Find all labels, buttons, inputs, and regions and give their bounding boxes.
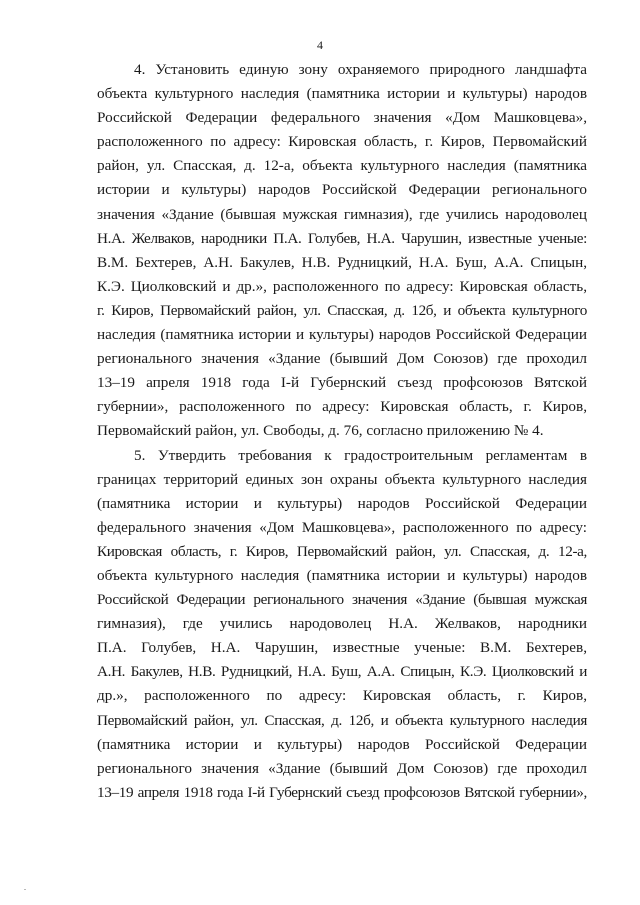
text-line: К.Э. Циолковский и др.», расположенного по адресу: Кировская область, — [97, 277, 587, 295]
text-line: федерального значения «Дом Машковцева», расположенного по адресу: — [97, 518, 587, 536]
text-line: губернии», расположенного по адресу: Кировская область, г. Киров, — [97, 398, 587, 416]
document-body — [97, 58, 587, 805]
text-line: наследия (памятника истории и культуры) народов Российской Федерации — [97, 326, 587, 344]
text-line: П.А. Голубев, Н.А. Чарушин, известные ученые: В.М. Бехтерев, — [97, 639, 587, 657]
text-line: значения «Здание (бывшая мужская гимназия), где учились народоволец — [97, 205, 587, 223]
text-line: Первомайский район, ул. Спасская, д. 12б, и объекта культурного наследия — [97, 711, 587, 729]
paragraph-5 — [97, 444, 587, 805]
text-line: 13–19 апреля 1918 года I-й Губернский съезд профсоюзов Вятской — [97, 374, 587, 392]
text-line: г. Киров, Первомайский район, ул. Спасская, д. 12б, и объекта культурного — [97, 301, 587, 319]
text-line: район, ул. Спасская, д. 12-а, объекта культурного наследия (памятника — [97, 157, 587, 175]
text-line: В.М. Бехтерев, А.Н. Бакулев, Н.В. Рудницкий, Н.А. Буш, А.А. Спицын, — [97, 253, 587, 271]
text-line: объекта культурного наследия (памятника истории и культуры) народов — [97, 566, 587, 584]
scan-speck — [24, 889, 26, 890]
text-line: др.», расположенного по адресу: Кировская область, г. Киров, — [97, 687, 587, 705]
text-line: 5. Утвердить требования к градостроительным регламентам в — [134, 446, 587, 464]
text-line: (памятника истории и культуры) народов Российской Федерации — [97, 735, 587, 753]
text-line: Кировская область, г. Киров, Первомайский район, ул. Спасская, д. 12-а, — [97, 542, 587, 560]
text-line: 13–19 апреля 1918 года I-й Губернский съезд профсоюзов Вятской губернии», — [97, 783, 587, 801]
text-line: Российской Федерации регионального значения «Здание (бывшая мужская — [97, 591, 587, 609]
text-line: истории и культуры) народов Российской Федерации регионального — [97, 181, 587, 199]
text-line: гимназия), где учились народоволец Н.А. Желваков, народники — [97, 615, 587, 633]
text-line: границах территорий единых зон охраны объекта культурного наследия — [97, 470, 587, 488]
text-line: 4. Установить единую зону охраняемого природного ландшафта — [134, 61, 587, 78]
text-line: Первомайский район, ул. Свободы, д. 76, согласно приложению № 4. — [97, 422, 544, 440]
page-number: 4 — [317, 38, 323, 52]
text-line: расположенного по адресу: Кировская область, г. Киров, Первомайский — [97, 133, 587, 151]
text-line: (памятника истории и культуры) народов Российской Федерации — [97, 494, 587, 512]
paragraph-4 — [97, 58, 587, 444]
text-line: регионального значения «Здание (бывший Дом Союзов) где проходил — [97, 759, 587, 777]
text-line: Российской Федерации федерального значения «Дом Машковцева», — [97, 109, 587, 127]
text-line: А.Н. Бакулев, Н.В. Рудницкий, Н.А. Буш, А.А. Спицын, К.Э. Циолковский и — [97, 663, 587, 681]
text-line: Н.А. Желваков, народники П.А. Голубев, Н.А. Чарушин, известные ученые: — [97, 229, 587, 247]
text-line: объекта культурного наследия (памятника истории и культуры) народов — [97, 85, 587, 103]
text-line: регионального значения «Здание (бывший Дом Союзов) где проходил — [97, 350, 587, 368]
